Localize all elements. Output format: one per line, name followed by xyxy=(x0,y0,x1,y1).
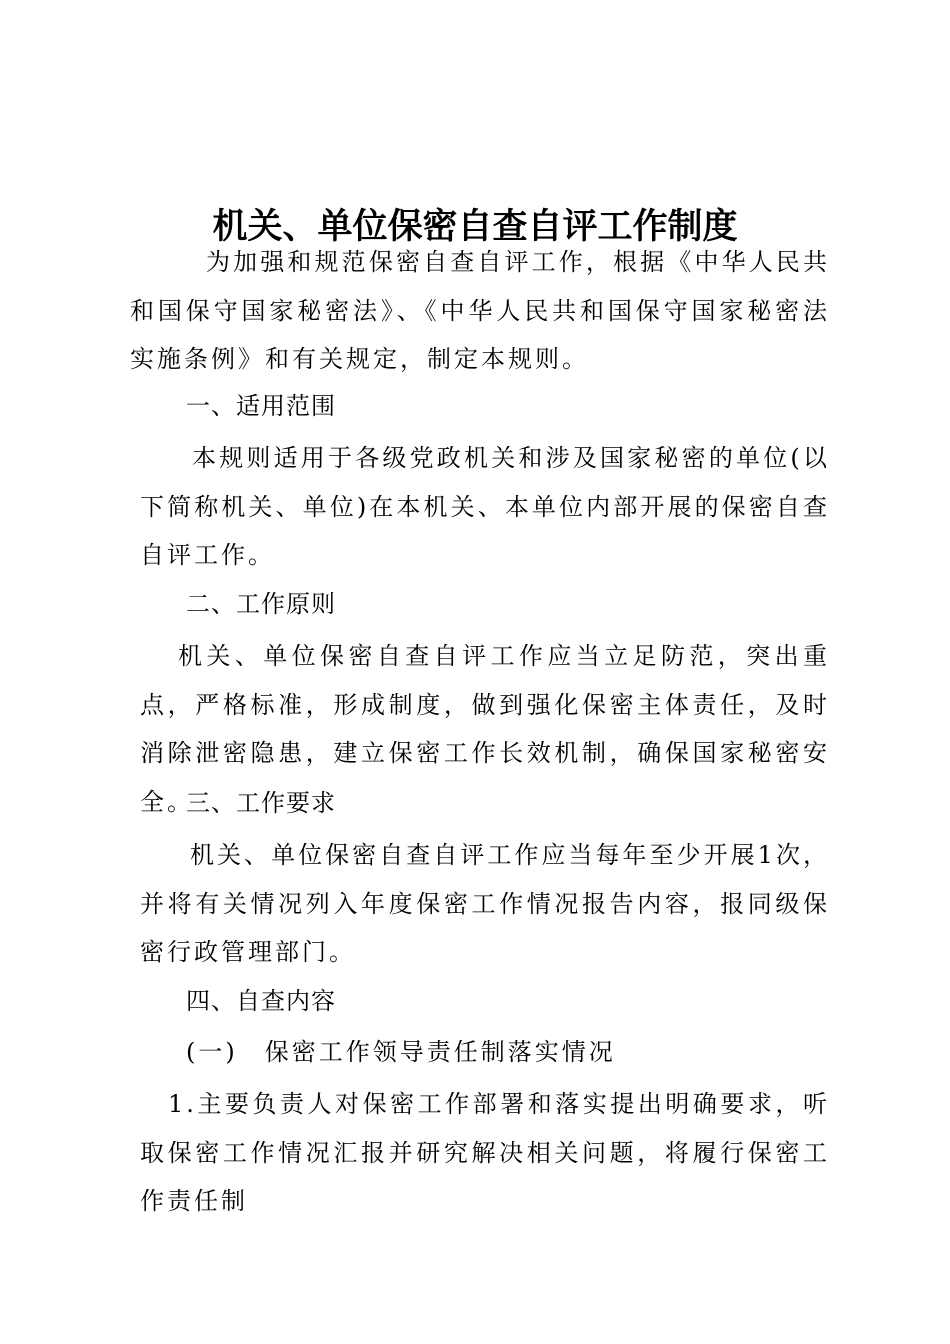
section-4-heading: 四、自查内容 xyxy=(186,987,336,1015)
section-3-paragraph: 机关、单位保密自查自评工作应当每年至少开展1次，并将有关情况列入年度保密工作情况报告内容，报同级保密行政管理部门。 xyxy=(140,841,830,966)
section-1-paragraph: 本规则适用于各级党政机关和涉及国家秘密的单位(以下简称机关、单位)在本机关、本单位内部开展的保密自查自评工作。 xyxy=(140,444,830,569)
section-4-subheading: (一) 保密工作领导责任制落实情况 xyxy=(186,1038,616,1066)
section-3-heading: 三、工作要求 xyxy=(186,789,336,817)
section-4-item-1: 1.主要负责人对保密工作部署和落实提出明确要求，听取保密工作情况汇报并研究解决相关问题，将履行保密工作责任制 xyxy=(140,1090,830,1215)
section-2-heading: 二、工作原则 xyxy=(186,590,336,618)
intro-paragraph: 为加强和规范保密自查自评工作，根据《中华人民共和国保守国家秘密法》、《中华人民共和国保守国家秘密法实施条例》和有关规定，制定本规则。 xyxy=(130,248,830,373)
section-1-heading: 一、适用范围 xyxy=(186,392,336,420)
section-2-paragraph: 机关、单位保密自查自评工作应当立足防范，突出重点，严格标准，形成制度，做到强化保密主体责任，及时消除泄密隐患，建立保密工作长效机制，确保国家秘密安全。 xyxy=(140,642,830,816)
document-title: 机关、单位保密自查自评工作制度 xyxy=(212,207,738,248)
